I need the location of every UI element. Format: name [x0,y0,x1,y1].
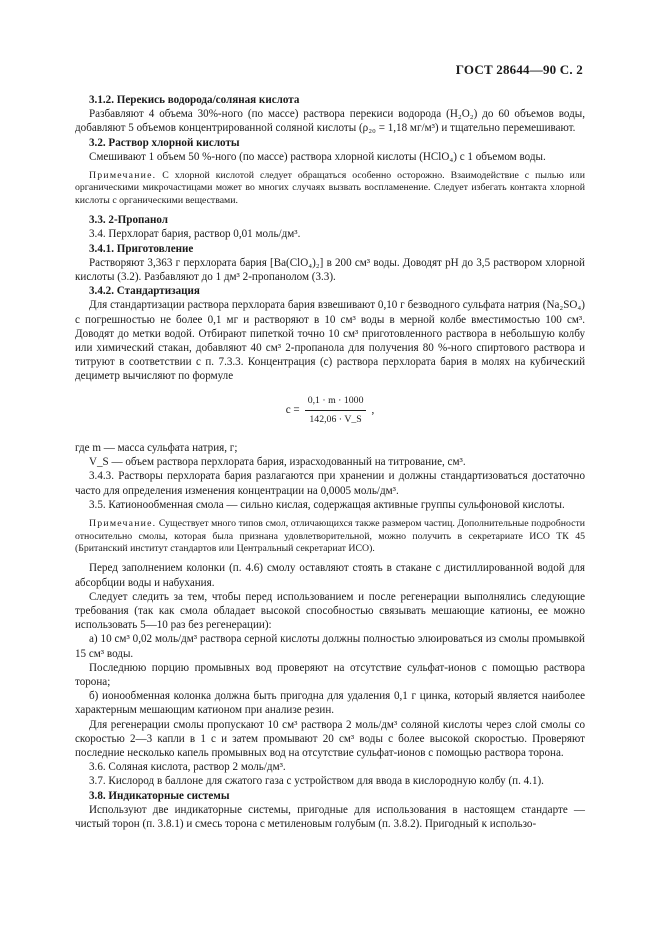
paragraph-fill: Перед заполнением колонки (п. 4.6) смолу оставляют стоять в стакане с дистиллированной водой для абсорбции воды и набухания. [75,562,585,589]
section-3-1-2-text: Разбавляют 4 объема 30%-ного (по массе) раствора перекиси водорода (H₂O₂) до 60 объемов воды, добавляют 5 объемов концентрированной соляной кислоты (ρ₂₀ = 1,18 мг/м³) и тщательно перемешивают. [75,108,585,135]
paragraph-last-portion: Последнюю порцию промывных вод проверяют на отсутствие сульфат-ионов с помощью раствора торона; [75,661,585,688]
note-2-label: Примечание. [89,518,157,530]
section-3-4-1-text: Растворяют 3,363 г перхлората бария [Ba(ClO₄)₂] в 200 см³ воды. Доводят pH до 3,5 раствором хлорной кислоты (3.2). Разбавляют до 1 дм³ 2-пропанолом (3.3). [75,256,585,284]
section-3-6-text: 3.6. Соляная кислота, раствор 2 моль/дм³. [89,761,286,774]
note-2-text: Существует много типов смол, отличающихся также размером частиц. Дополнительные подробности относительно смолы, которая была признана удовлетворительной, можно получить в секретариате ИСО ТК 45 (Британский институт стандартов или Центральный секретариат ИСО). [75,518,586,554]
paragraph-regeneration: Для регенерации смолы пропускают 10 см³ раствора 2 моль/дм³ соляной кислоты через слой смолы со скоростью 2—3 капли в 1 с и затем промывают 20 см³ воды с более высокой скоростью. Проверяют последние несколько капель промывных вод на отсутствие сульфат-ионов с помощью раствора торона. [75,718,585,759]
section-3-8-text: Используют две индикаторные системы, пригодные для использования в настоящем стандарте — чистый торон (п. 3.8.1) и смесь торона с метиленовым голубым (п. 3.8.2). Пригодный к использо- [75,803,585,830]
note-1-label: Примечание. [89,170,157,182]
section-3-8-heading: 3.8. Индикаторные системы [89,789,230,802]
section-3-2-text: Смешивают 1 объем 50 %-ного (по массе) раствора хлорной кислоты (HClO₄) с 1 объемом воды. [89,150,546,163]
paragraph-a: а) 10 см³ 0,02 моль/дм³ раствора серной кислоты должны полностью элюироваться из смолы промывкой 15 см³ воды. [75,633,585,660]
section-3-5-text: 3.5. Катионообменная смола — сильно кислая, содержащая активные группы сульфоновой кислоты. [89,498,565,511]
page-header: ГОСТ 28644—90 С. 2 [455,62,583,77]
section-3-4-2-heading: 3.4.2. Стандартизация [89,285,200,298]
section-3-2-heading: 3.2. Раствор хлорной кислоты [89,136,240,149]
formula-numerator: 0,1 · m · 1000 [305,394,367,411]
formula-fraction [305,394,367,427]
section-3-4-3-text: 3.4.3. Растворы перхлората бария разлагаются при хранении и должны стандартизоваться достаточно часто для определения изменения концентрации на 0,0005 моль/дм³. [75,470,585,497]
section-3-4-1-heading: 3.4.1. Приготовление [89,242,194,255]
section-3-7-text: 3.7. Кислород в баллоне для сжатого газа с устройством для ввода в кислородную колбу (п. 4.1). [89,775,544,788]
section-3-1-2-heading: 3.1.2. Перекись водорода/соляная кислота [89,94,300,106]
where-m: где m — масса сульфата натрия, г; [75,442,238,455]
note-2 [75,518,585,555]
note-1-text: С хлорной кислотой следует обращаться особенно осторожно. Взаимодействие с пылью или органическими микрочастицами может во многих случаях вызвать воспламенение. Следует избегать контакта хлорной кислоты с органическими веществами. [75,170,585,206]
formula-lhs: c = [285,404,300,417]
where-v: V_S — объем раствора перхлората бария, израсходованный на титрование, см³. [89,456,466,469]
concentration-formula [75,394,585,427]
section-3-4-text: 3.4. Перхлорат бария, раствор 0,01 моль/дм³. [89,228,301,241]
paragraph-follow: Следует следить за тем, чтобы перед использованием и после регенерации выполнялись следующие требования (так как смола обладает высокой способностью связывать мешающие катионы, ее можно использовать 5—10 раз без регенерации): [75,590,585,632]
note-1 [75,170,585,207]
paragraph-b: б) ионообменная колонка должна быть пригодна для удаления 0,1 г цинка, который является наиболее характерным мешающим катионом при анализе резин. [75,690,585,717]
section-3-4-2-text: Для стандартизации раствора перхлората бария взвешивают 0,10 г безводного сульфата натрия (Na₂SO₄) с погрешностью не более 0,1 мг и растворяют в 10 см³ воды в мерной колбе вместимостью 100 см³. Доводят до метки водой. Отбирают пипеткой точно 10 см³ приготовленного раствора в небольшую колбу или химический стакан, добавляют 40 см³ 2-пропанола для получения 80 %-ного спиртового раствора и титруют в соответствии с п. 7.3.3. Концентрация (c) раствора перхлората бария в молях на кубический дециметр вычисляют по формуле [75,299,585,383]
formula-end: , [371,404,375,417]
document-body [75,93,585,831]
section-3-3-heading: 3.3. 2-Пропанол [89,214,168,227]
formula-denominator: 142,06 · V_S [309,413,362,425]
